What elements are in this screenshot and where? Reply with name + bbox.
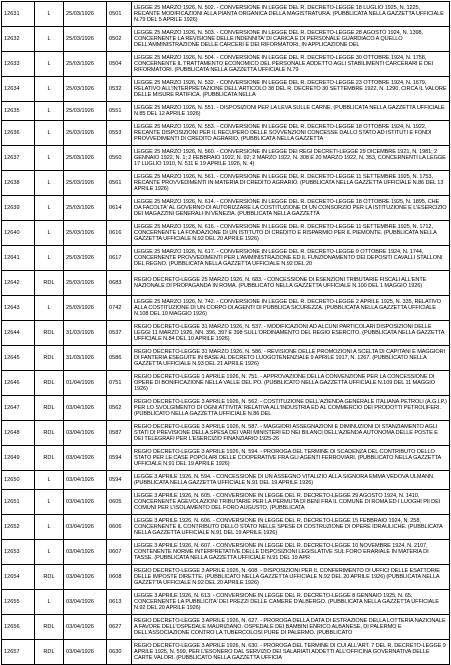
record-number: 0560: [107, 146, 132, 171]
record-id: 12633: [2, 52, 35, 77]
record-text: LEGGE 3 APRILE 1926, N. 594. - CONCESSIONE DI UN ASSEGNO VITALIZIO ALLA SIGNORA EMMA VEDOVA ULMANN. (PUBBLICATA NELLA GAZZETTA UFFICIALE N.91 DEL 19 APRILE 1926): [132, 471, 450, 490]
record-id: 12650: [2, 471, 35, 490]
record-text: REGIO DECRETO-LEGGE 3 APRILE 1926, N. 562. - COSTITUZIONE DELL'AZIENDA GENERALE ITALIANA PETROLI (A.G.I.P.) PER LO SVOLGIMENTO DI OGNI ATTIVITA' RELATIVA ALL'INDUSTRIA ED AL COMMERCIO DEI PRODOTTI PETROLIFERI. (PUBBLICATO NELLA GAZZETTA UFFICIALE N.86 DEL: [132, 396, 450, 421]
record-number: 0605: [107, 490, 132, 515]
record-id: 12649: [2, 446, 35, 471]
record-date: 25/03/1926: [64, 52, 107, 77]
record-number: 0504: [107, 52, 132, 77]
record-date: 25/03/1926: [64, 27, 107, 52]
table-row: [2, 2, 450, 27]
record-id: 12653: [2, 540, 35, 565]
record-type: L: [35, 171, 64, 196]
record-type: RDL: [35, 615, 64, 640]
record-number: 0613: [107, 590, 132, 615]
record-id: 12644: [2, 321, 35, 346]
record-type: L: [35, 77, 64, 102]
record-id: 12636: [2, 121, 35, 146]
table-row: [2, 640, 450, 665]
table-row: [2, 221, 450, 246]
record-text: REGIO DECRETO-LEGGE 3 APRILE 1926, N. 627. - PROROGA DELLA DATA DI ESTRAZIONE DELLA LOTTERIA NAZIONALE A FAVORE DELL'OSPEDALE MAURIZIANO. OSPEDALE DEI BAMBINI ENRICO ALBANESE, DI PALERMO E DELL'ASSOCIAZIONE CONTRO LA TUBERCOLOSI PURE DI PALERMO. (PUBBLICATO: [132, 615, 450, 640]
record-id: 12652: [2, 515, 35, 540]
record-date: 25/03/1926: [64, 221, 107, 246]
record-id: 12639: [2, 196, 35, 221]
record-number: 0627: [107, 615, 132, 640]
record-text: REGIO DECRETO-LEGGE 3 APRILE 1926, N. 587. - MAGGIORI ASSEGNAZIONI E DIMINUZIONI DI STANZIAMENTO AGLI STATI DI PREVISIONE DELLA SPESA DEI VARI MINISTERI ED NEI BILANCI DELL'AZIENDA AUTONOMA DELLE POSTE E DEI TELEGRAFI PER L'ESERCIZIO FINANZIARIO 1925-26: [132, 421, 450, 446]
record-date: 03/04/1926: [64, 640, 107, 665]
record-id: 12646: [2, 371, 35, 396]
record-date: 25/03/1926: [64, 171, 107, 196]
record-text: LEGGE 25 MARZO 1926, N. 561. - CONVERSIONE IN LEGGE DEL R. DECRETO-LEGGE 11 SETTEMBRE 1925, N. 1753, RECANTE PROVVEDIMENTI IN MATERIA DI CREDITO AGRARIO. (PUBBLICATA NELLA GAZZETTA UFFICIALE N.86 DEL 13 APRILE 1926): [132, 171, 450, 196]
table-row: [2, 471, 450, 490]
record-date: 03/04/1926: [64, 565, 107, 590]
record-type: RDL: [35, 421, 64, 446]
record-date: 25/03/1926: [64, 146, 107, 171]
record-date: 25/03/1926: [64, 196, 107, 221]
record-date: 03/04/1926: [64, 590, 107, 615]
record-date: 03/04/1926: [64, 615, 107, 640]
table-row: [2, 590, 450, 615]
table-row: [2, 296, 450, 321]
record-id: 12647: [2, 396, 35, 421]
record-text: REGIO DECRETO-LEGGE 1 APRILE 1926, N. 751. - APPROVAZIONE DELLA CONVENZIONE PER LA CONCESSIONE DI OPERE DI BONIFICAZIONE NELLA VALLE DEL PO. (PUBBLICATO NELLA GAZZETTA UFFICIALE N.109 DEL 11 MAGGIO 1926): [132, 371, 450, 396]
record-text: LEGGE 25 MARZO 1926, N. 503. - CONVERSIONE IN LEGGE DEL R. DECRETO-LEGGE 28 AGOSTO 1924, N. 1398, CONCERNENTE LA REVISIONE DELLE INDENNITA' DI CARICA E DI PERSONALE GUARDIACO A QUELLO DELL'AMMINISTRAZIONE DELLE CARCERI E DEI RIFORMATORI, IN APPLICAZIONE DEL: [132, 27, 450, 52]
record-number: 0607: [107, 540, 132, 565]
table-row: [2, 515, 450, 540]
record-type: L: [35, 221, 64, 246]
record-text: LEGGE 3 APRILE 1926, N. 607. - CONVERSIONE IN LEGGE DEL R. DECRETO-LEGGE 10 NOVEMBRE 1924, N. 2107, CONTENENTE NORME INTERPRETATIVE DELLE DISPOSIZIONI LEGISLATIVE SUL FORO ERARIALE IN MATERIA DI TASSE. (PUBBLICATA NELLA GAZZETTA UFFICIALE N.91 DEL 19 APR: [132, 540, 450, 565]
table-row: [2, 396, 450, 421]
record-number: 0594: [107, 446, 132, 471]
table-row: [2, 102, 450, 121]
record-text: REGIO DECRETO-LEGGE 3 APRILE 1926, N. 608. - DISPOSIZIONI PER IL CONFERIMENTO DI UFFICI DELLE ESATTORIE DELLE IMPOSTE DIRETTE. (PUBBLICATO NELLA GAZZETTA UFFICIALE N.92 DEL 20 APRILE 1926) (PUBBLICATA NELLA GAZZETTA UFFICIALE N.92 DEL 20 APRILE 1926): [132, 565, 450, 590]
record-number: 0617: [107, 246, 132, 271]
record-text: LEGGE 25 MARZO 1926, N. 532. - CONVERSIONE IN LEGGE DEL R. DECRETO-LEGGE 23 OTTOBRE 1924, N. 1679, RELATIVO ALL'INTERPRETAZIONE DELL'ARTICOLO 38 DEL R. DECRETO 30 SETTEMBRE 1922, N. 1290, CIRCA IL VALORE DELLE MISURE RATIFICA. (PUBBLICATA NELLA: [132, 77, 450, 102]
record-number: 0551: [107, 102, 132, 121]
record-number: 0587: [107, 421, 132, 446]
record-type: L: [35, 296, 64, 321]
record-number: 0751: [107, 371, 132, 396]
table-row: [2, 346, 450, 371]
record-id: 12635: [2, 102, 35, 121]
record-type: L: [35, 515, 64, 540]
record-id: 12637: [2, 146, 35, 171]
record-date: 03/04/1926: [64, 540, 107, 565]
record-date: 03/04/1926: [64, 396, 107, 421]
record-number: 0742: [107, 296, 132, 321]
records-table: [1, 1, 450, 665]
record-type: L: [35, 246, 64, 271]
record-number: 0561: [107, 171, 132, 196]
record-id: 12634: [2, 77, 35, 102]
record-id: 12643: [2, 296, 35, 321]
record-text: LEGGE 25 MARZO 1926, N. 502. - CONVERSIONE IN LEGGE DEL R. DECRETO-LEGGE 18 LUGLIO 1925, N. 1225, RECANTE MODIFICAZIONI ALLA PIANTA ORGANICA DELLA MAGISTRATURA. (PUBBLICATA NELLA GAZZETTA UFFICIALE N.79 DEL 5 APRILE 1926): [132, 2, 450, 27]
record-date: 31/03/1926: [64, 321, 107, 346]
record-text: REGIO DECRETO-LEGGE 3 APRILE 1926, N. 594. - PROROGA DEL TERMINE DI SCADENZA DEL CONTRIBUTO DELLO STATO PER LE CASE POPOLARI DELLE COOPERATIVE FRA GLI AGENTI FERROVIARI. (PUBBLICATO NELLA GAZZETTA UFFICIALE N.91 DEL 19 APRILE 1926): [132, 446, 450, 471]
table-row: [2, 371, 450, 396]
table-row: [2, 615, 450, 640]
record-id: 12656: [2, 615, 35, 640]
record-text: REGIO DECRETO-LEGGE 31 MARZO 1926, N. 537. - MODIFICAZIONI AD ALCUNI PARTICOLARI DISPOSIZIONI DELLE LEGGI 11 MARZO 1926, NN. 396, 397 E 398 SULL'ORDINAMENTO DEL REGIO ESERCITO. (PUBBLICATA NELLA GAZZETTA UFFICIALE N.84 DEL 10 APRILE 1926): [132, 321, 450, 346]
record-date: 03/04/1926: [64, 490, 107, 515]
record-text: REGIO DECRETO-LEGGE 25 MARZO 1926, N. 683. - CONCESSIONE DI ESENZIONI TRIBUTARIE FISCALI ALL'ENTE NAZIONALE DI PROPAGANDA IN ROMA. (PUBBLICATO NELLA GAZZETTA UFFICIALE N.100 DEL 1 MAGGIO 1926): [132, 271, 450, 296]
table-row: [2, 271, 450, 296]
record-number: 0616: [107, 221, 132, 246]
table-row: [2, 565, 450, 590]
record-text: LEGGE 25 MARZO 1926, N. 560. - CONVERSIONE IN LEGGE DEI REGI DECRETI-LEGGE 29 DICEMBRE 1921, N. 1981; 2 GENNAIO 1922, N. 1; 2 FEBBRAIO 1922, N. 92; 2 MARZO 1922, N. 308 E 20 MARZO 1922, N. 353, CONCERNENTI LA LEGGE 17 LUGLIO 1910, N. 511 E 19 APRILE 1926, N. 4): [132, 146, 450, 171]
record-type: L: [35, 540, 64, 565]
table-row: [2, 246, 450, 271]
record-id: 12657: [2, 640, 35, 665]
table-row: [2, 52, 450, 77]
record-text: LEGGE 25 MARZO 1926, N. 616. - CONVERSIONE IN LEGGE DEL R. DECRETO-LEGGE 11 SETTEMBRE 1925, N. 1712, CONCERNENTE LA FONDAZIONE DI UN ISTITUTO DI CREDITO E RISPARMIO PER IL PIEMONTE. (PUBBLICATA NELLA GAZZETTA UFFICIALE N.92 DEL 20 APRILE 1926): [132, 221, 450, 246]
table-row: [2, 27, 450, 52]
record-text: REGIO DECRETO-LEGGE 3 APRILE 1926, N. 630. - PROROGA DEL TERMINE DI CUI ALL'ART. 7 DEL R. DECRETO-LEGGE 9 APRILE 1925, N. 599, PER L'ESONERO DAL SERVIZIO DEI SALARIATI ADDETTI ALL'OFFICINA GOVERNATIVA DELLE CARTE VALORI. (PUBBLICATO NELLA GAZZETTA UFFICIA: [132, 640, 450, 665]
record-id: 12655: [2, 590, 35, 615]
record-number: 0562: [107, 396, 132, 421]
table-row: [2, 321, 450, 346]
table-row: [2, 421, 450, 446]
record-number: 0683: [107, 271, 132, 296]
table-row: [2, 446, 450, 471]
record-number: 0502: [107, 27, 132, 52]
record-text: LEGGE 25 MARZO 1926, N. 617. - CONVERSIONE IN LEGGE DEL R. DECRETO-LEGGE 9 OTTOBRE 1924, N. 1744, CONCERNENTE PROVVEDIMENTI PER L'AMMINISTRAZIONE ED IL FUNZIONAMENTO DEI DEPOSITI CAVALLI STALLONI DEL REGNO. (PUBBLICATA NELLA GAZZETTA UFFICIALE N.92 DEL 20: [132, 246, 450, 271]
record-id: 12641: [2, 246, 35, 271]
table-row: [2, 196, 450, 221]
record-text: LEGGE 25 MARZO 1926, N. 504. - CONVERSIONE IN LEGGE DEL R. DECRETO-LEGGE 30 OTTOBRE 1924, N. 1758, CONCERNENTE IL TRATTAMENTO ECONOMICO DEL PERSONALE ADDETTO AGLI STABILIMENTI CARCERARI E DEI RIFORMATORI. (PUBBLICATA NELLA GAZZETTA UFFICIALE N.79: [132, 52, 450, 77]
record-id: 12631: [2, 2, 35, 27]
record-date: 31/03/1926: [64, 346, 107, 371]
record-number: 0553: [107, 121, 132, 146]
record-text: LEGGE 3 APRILE 1926, N. 613. - CONVERSIONE IN LEGGE DEL R. DECRETO-LEGGE 8 GENNAIO 1925, N. 65, CONCERNENTE LA PUBBLICITA' DEI PREZZI DELLE CAMERE D'ALBERGO. (PUBBLICATA NELLA GAZZETTA UFFICIALE N.92 DEL 20 APRILE 1926): [132, 590, 450, 615]
record-text: LEGGE 25 MARZO 1926, N. 614. - CONVERSIONE IN LEGGE DEL R. DECRETO-LEGGE 18 OTTOBRE 1925, N. 1895, CHE DA FACOLTA' AL GOVERNO DI AUTORIZZARE LA COSTITUZIONE DI UN CONSORZIO PER LA ISTITUZIONE E L'ESERCIZIO DEI MAGAZZINI GENERALI IN VENEZIA. (PUBBLICATA NELLA GAZZETTA: [132, 196, 450, 221]
record-text: LEGGE 3 APRILE 1926, N. 605. - CONVERSIONE IN LEGGE DEL R. DECRETO-LEGGE 29 AGOSTO 1924, N. 1410, CONCERNENTE AGEVOLAZIONI TRIBUTARIE PER LA PERMUTA DI BENI FRA IL COMUNE DI ROMA ED I LUOGHI PII DEI COMUNI PER L'ISOLAMENTO DEL FORO AUGUSTO. (PUBBLICATA: [132, 490, 450, 515]
table-row: [2, 146, 450, 171]
record-id: 12642: [2, 271, 35, 296]
record-text: LEGGE 25 MARZO 1926, N. 553. - CONVERSIONE IN LEGGE DEL R. DECRETO-LEGGE 18 OTTOBRE 1924, N. 1922, RECANTE DISPOSIZIONI PER IL RECUPERO DELLE SOVVENZIONI CONCESSE DALLO STATO AD ISTITUTI E FONDI PROVVEDIMENTI DI CREDITO AGRARIO. (PUBBLICATA NELLA GAZZETTA: [132, 121, 450, 146]
record-number: 0608: [107, 565, 132, 590]
record-type: L: [35, 590, 64, 615]
record-id: 12640: [2, 221, 35, 246]
record-date: 25/03/1926: [64, 296, 107, 321]
record-type: RDL: [35, 640, 64, 665]
record-type: L: [35, 102, 64, 121]
record-type: L: [35, 490, 64, 515]
record-type: RDL: [35, 565, 64, 590]
table-row: [2, 540, 450, 565]
record-number: 0594: [107, 471, 132, 490]
record-id: 12648: [2, 421, 35, 446]
record-type: RDL: [35, 271, 64, 296]
record-date: 25/03/1926: [64, 271, 107, 296]
record-id: 12645: [2, 346, 35, 371]
record-type: L: [35, 27, 64, 52]
record-date: 03/04/1926: [64, 515, 107, 540]
table-row: [2, 77, 450, 102]
record-id: 12654: [2, 565, 35, 590]
record-number: 0501: [107, 2, 132, 27]
record-number: 0532: [107, 77, 132, 102]
record-number: 0630: [107, 640, 132, 665]
record-text: REGIO DECRETO-LEGGE 31 MARZO 1926, N. 586. - REVISIONE DELLE PROMOZIONI A SCELTA DI CAPITANI E MAGGIORI DI FANTERIA ESEGUITE IN BASE AL DECRETO LUOGOTENENZIALE 9 APRILE 1917, N. 1267. (PUBBLICATO NELLA GAZZETTA UFFICIALE N.93 DEL 21 APRILE 1926): [132, 346, 450, 371]
record-text: LEGGE 25 MARZO 1926, N. 551. - DISPOSIZIONI PER LA LEVA SULLE CARNE. (PUBBLICATA NELLA GAZZETTA UFFICIALE N.85 DEL 12 APRILE 1926): [132, 102, 450, 121]
record-date: 03/04/1926: [64, 421, 107, 446]
record-type: L: [35, 2, 64, 27]
record-type: L: [35, 471, 64, 490]
table-row: [2, 171, 450, 196]
record-type: RDL: [35, 371, 64, 396]
record-type: RDL: [35, 396, 64, 421]
record-id: 12638: [2, 171, 35, 196]
record-text: LEGGE 25 MARZO 1926, N. 742. - CONVERSIONE IN LEGGE DEL R. DECRETO-LEGGE 2 APRILE 1925, N. 335, RELATIVO ALLA COSTITUZIONE DI UN CORPO DI AGENTI DI PUBBLICA SICUREZZA. (PUBBLICATA NELLA GAZZETTA UFFICIALE N.108 DEL 10 MAGGIO 1926): [132, 296, 450, 321]
record-date: 03/04/1926: [64, 471, 107, 490]
table-row: [2, 121, 450, 146]
record-type: L: [35, 196, 64, 221]
record-number: 0606: [107, 515, 132, 540]
record-type: L: [35, 146, 64, 171]
record-number: 0586: [107, 346, 132, 371]
record-id: 12632: [2, 27, 35, 52]
record-id: 12651: [2, 490, 35, 515]
record-number: 0537: [107, 321, 132, 346]
record-number: 0614: [107, 196, 132, 221]
record-date: 25/03/1926: [64, 121, 107, 146]
table-row: [2, 490, 450, 515]
record-date: 01/04/1926: [64, 371, 107, 396]
record-date: 25/03/1926: [64, 246, 107, 271]
record-type: L: [35, 52, 64, 77]
record-type: RDL: [35, 446, 64, 471]
record-type: L: [35, 121, 64, 146]
record-date: 03/04/1926: [64, 446, 107, 471]
record-type: RDL: [35, 346, 64, 371]
record-date: 25/03/1926: [64, 102, 107, 121]
record-date: 25/03/1926: [64, 2, 107, 27]
record-text: LEGGE 3 APRILE 1926, N. 606. - CONVERSIONE IN LEGGE DEL R. DECRETO-LEGGE 15 FEBBRAIO 1924, N. 258, CONCERNENTE IL CONTRIBUTO DELLO STATO NELLE SPESE DI COSTRUZIONE DI OPERE IDRAULICHE. (PUBBLICATA NELLA GAZZETTA UFFICIALE N.91 DEL 19 APRILE 1926): [132, 515, 450, 540]
record-type: RDL: [35, 321, 64, 346]
record-date: 25/03/1926: [64, 77, 107, 102]
